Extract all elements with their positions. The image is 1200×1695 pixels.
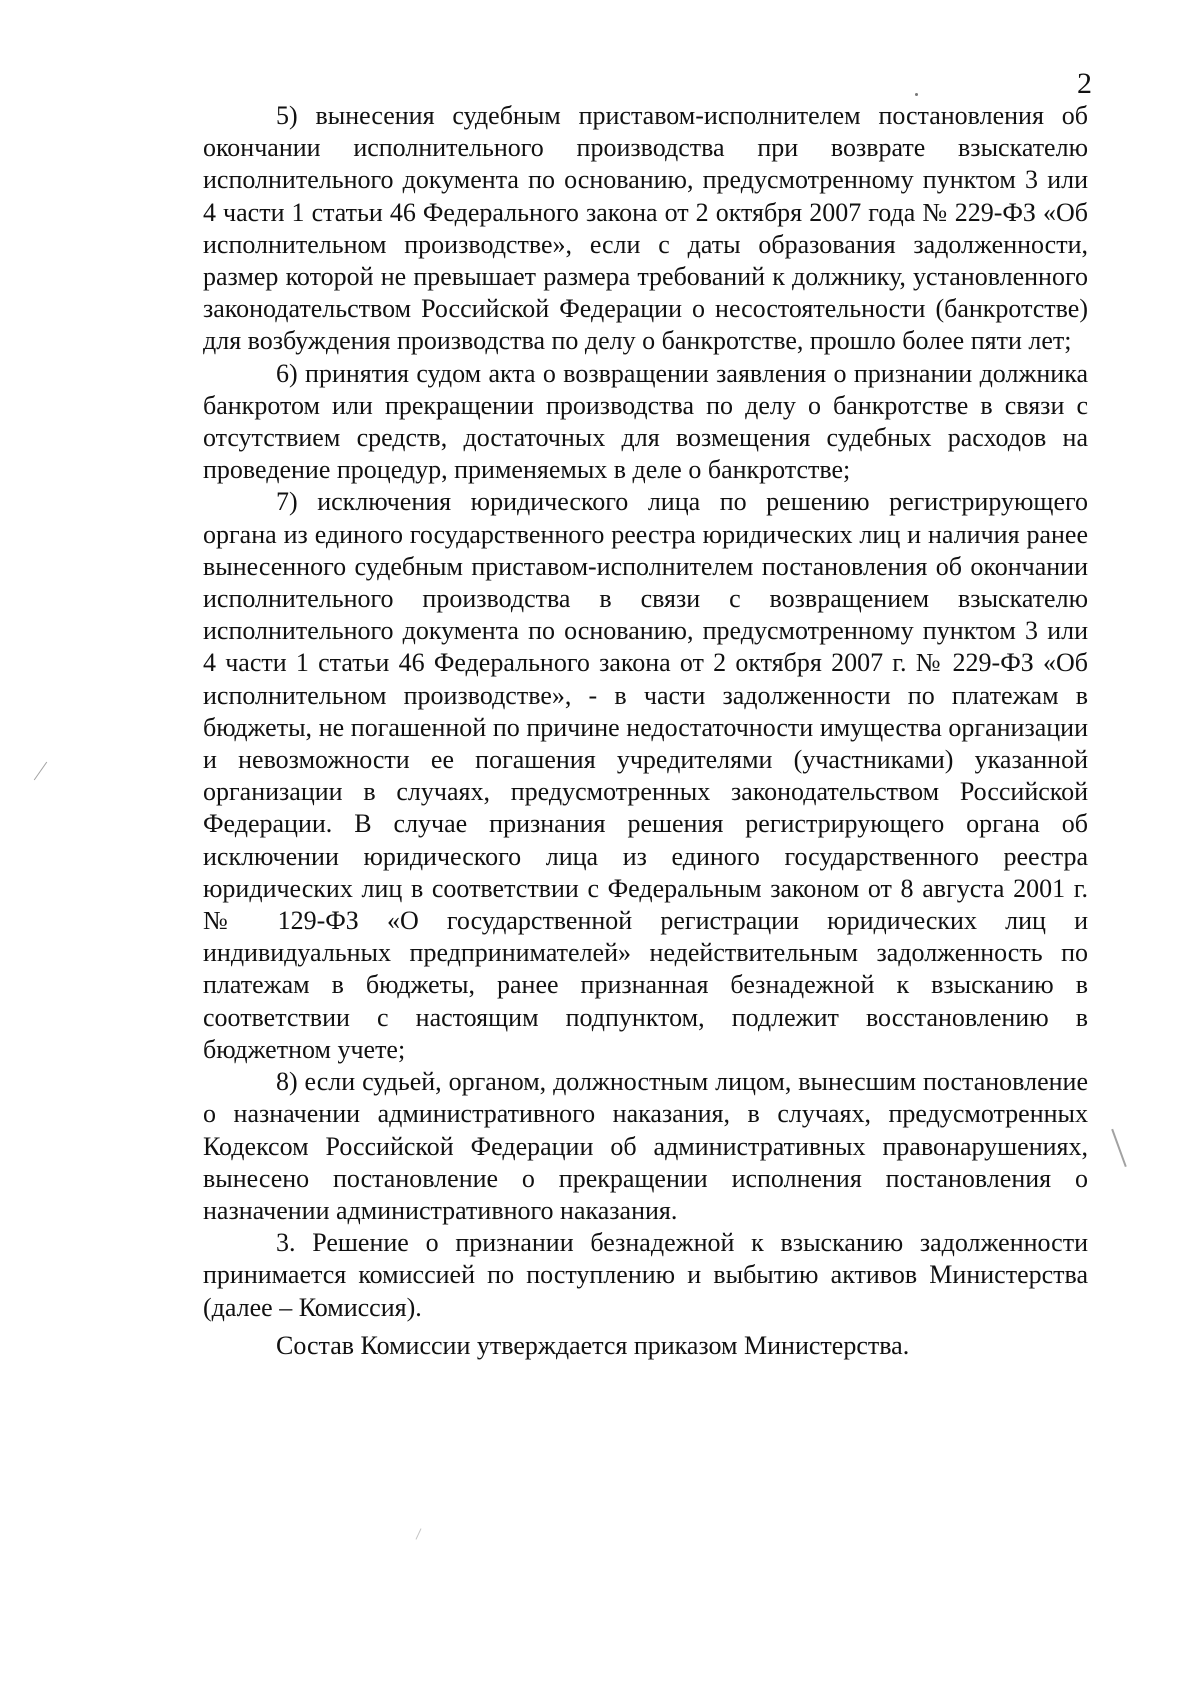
paragraph-item-6: 6) принятия судом акта о возвращении заявления о признании должника банкротом или прекращении производства по делу о банкротстве в связи с отсутствием средств, достаточных для возмещения судебных расходов на проведение процедур, применяемых в деле о банкротстве; — [203, 358, 1088, 485]
page-number: 2 — [1077, 67, 1092, 100]
scan-mark-bottom — [416, 1528, 422, 1539]
scan-mark-right — [1111, 1129, 1126, 1167]
scan-speck — [915, 93, 918, 96]
paragraph-item-7: 7) исключения юридического лица по решению регистрирующего органа из единого государственного реестра юридических лиц и наличия ранее вынесенного судебным приставом-исполнителем постановления об окончании исполнительного производства в связи с возвращением взыскателю исполнительного документа по основанию, предусмотренному пунктом 3 или 4 части 1 статьи 46 Федерального закона от 2 октября 2007 г. № 229-ФЗ «Об исполнительном производстве», - в части задолженности по платежам в бюджеты, не погашенной по причине недостаточности имущества организации и невозможности ее погашения учредителями (участниками) указанной организации в случаях, предусмотренных законодательством Российской Федерации. В случае признания решения регистрирующего органа об исключении юридического лица из единого государственного реестра юридических лиц в соответствии с Федеральным законом от 8 августа 2001 г. № 129-ФЗ «О государственной регистрации юридических лиц и индивидуальных предпринимателей» недействительным задолженность по платежам в бюджеты, ранее признанная безнадежной к взысканию в соответствии с настоящим подпунктом, подлежит восстановлению в бюджетном учете; — [203, 487, 1088, 1064]
document-body — [203, 100, 1088, 1362]
paragraph-clause-3: 3. Решение о признании безнадежной к взысканию задолженности принимается комиссией по поступлению и выбытию активов Министерства (далее – Комиссия). — [203, 1228, 1088, 1322]
paragraph-commission-composition: Состав Комиссии утверждается приказом Министерства. — [276, 1330, 910, 1360]
scan-mark-left — [34, 762, 47, 781]
paragraph-item-8: 8) если судьей, органом, должностным лицом, вынесшим постановление о назначении административного наказания, в случаях, предусмотренных Кодексом Российской Федерации об административных правонарушениях, вынесено постановление о прекращении исполнения постановления о назначении административного наказания. — [203, 1067, 1088, 1225]
paragraph-item-5: 5) вынесения судебным приставом-исполнителем постановления об окончании исполнительного производства при возврате взыскателю исполнительного документа по основанию, предусмотренному пунктом 3 или 4 части 1 статьи 46 Федерального закона от 2 октября 2007 года № 229-ФЗ «Об исполнительном производстве», если с даты образования задолженности, размер которой не превышает размера требований к должнику, установленного законодательством Российской Федерации о несостоятельности (банкротстве) для возбуждения производства по делу о банкротстве, прошло более пяти лет; — [203, 101, 1088, 356]
